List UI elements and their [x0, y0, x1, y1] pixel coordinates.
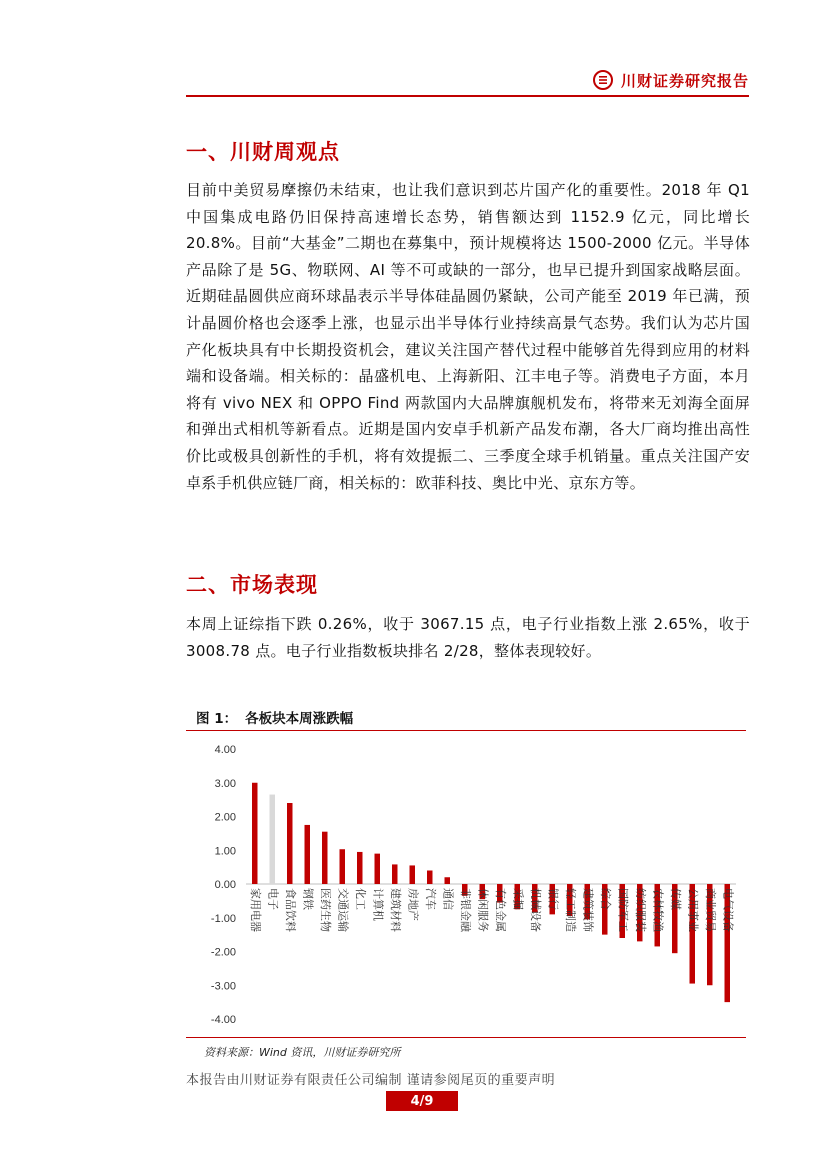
category-label-1: 电子: [266, 888, 280, 910]
bar-4: [322, 832, 328, 884]
category-label-12: 非银金融: [458, 888, 472, 932]
category-label-24: 传媒: [668, 888, 682, 910]
category-label-16: 机械设备: [528, 888, 542, 932]
figure-title: [186, 704, 746, 731]
category-label-26: 商业贸易: [703, 888, 717, 932]
category-label-11: 通信: [441, 888, 455, 910]
bar-2: [287, 803, 293, 884]
category-label-8: 建筑材料: [388, 888, 402, 932]
category-label-18: 轻工制造: [563, 888, 577, 932]
bar-8: [392, 864, 398, 884]
bar-0: [252, 783, 258, 884]
category-label-27: 电气设备: [721, 888, 735, 932]
y-tick-label-8: -4.00: [210, 1014, 236, 1026]
figure-bottom-divider: [186, 1037, 746, 1038]
bar-1: [270, 795, 276, 884]
bar-7: [375, 854, 381, 884]
y-tick-label-1: 3.00: [214, 777, 236, 790]
figure-1: [186, 704, 746, 1060]
section-heading-market: 二、市场表现: [186, 572, 318, 597]
bar-10: [427, 871, 433, 885]
category-label-0: 家用电器: [248, 888, 262, 932]
y-tick-label-4: 0.00: [214, 879, 236, 891]
bar-5: [340, 849, 346, 884]
page-number: 4/9: [386, 1091, 458, 1111]
bar-chart: [186, 731, 746, 1037]
bar-9: [410, 865, 416, 884]
category-label-25: 公用事业: [686, 888, 700, 932]
category-label-15: 采掘: [511, 888, 525, 910]
brand-name: 川财证券研究报告: [620, 71, 749, 90]
market-paragraph: 本周上证综指下跌 0.26%，收于 3067.15 点，电子行业指数上涨 2.65%，收于 3008.78 点。电子行业指数板块排名 2/28，整体表现较好。: [186, 615, 750, 660]
category-label-17: 银行: [546, 888, 560, 910]
category-label-9: 房地产: [406, 888, 420, 921]
category-label-22: 纺织服装: [633, 888, 647, 932]
figure-caption: 各板块本周涨跌幅: [245, 711, 354, 727]
category-label-14: 有色金属: [493, 888, 507, 932]
category-label-13: 休闲服务: [476, 888, 490, 932]
header-brand: [593, 66, 749, 94]
figure-source: 资料来源：Wind 资讯，川财证券研究所: [204, 1046, 401, 1059]
section-heading-weekly-view: 一、川财周观点: [186, 139, 340, 164]
footer-disclaimer: 本报告由川财证券有限责任公司编制 谨请参阅尾页的重要声明: [186, 1073, 556, 1088]
category-label-10: 汽车: [423, 888, 437, 910]
figure-label: 图 1：: [196, 711, 238, 727]
category-label-23: 农林牧渔: [651, 888, 665, 932]
category-label-6: 化工: [353, 888, 367, 910]
category-label-5: 交通运输: [336, 888, 350, 932]
y-tick-label-3: 1.00: [214, 845, 236, 858]
y-tick-label-2: 2.00: [214, 811, 236, 824]
category-label-19: 建筑装饰: [581, 888, 595, 932]
bar-3: [305, 825, 311, 884]
category-label-2: 食品饮料: [283, 888, 297, 932]
category-label-20: 综合: [598, 888, 612, 910]
header-divider: [186, 95, 749, 97]
bar-6: [357, 852, 363, 884]
y-tick-label-5: -1.00: [210, 912, 236, 925]
weekly-view-paragraph: 目前中美贸易摩擦仍未结束，也让我们意识到芯片国产化的重要性。2018 年 Q1 中国集成电路仍旧保持高速增长态势，销售额达到 1152.9 亿元，同比增长 20.8%。目前“大基金”二期也在募集中，预计规模将达 1500-2000 亿元。半导体产品除了是 5G、物联网、AI 等不可或缺的一部分，也早已提升到国家战略层面。近期硅晶圆供应商环球晶表示半导体硅晶圆仍紧缺，公司产能至 2019 年已满，预计晶圆价格也会逐季上涨，也显示出半导体行业持续高景气态势。我们认为芯片国产化板块具有中长期投资机会，建议关注国产替代过程中能够首先得到应用的材料端和设备端。相关标的：晶盛机电、上海新阳、江丰电子等。消费电子方面，本月将有 vivo NEX 和 OPPO Find 两款国内大品牌旗舰机发布，将带来无刘海全面屏和弹出式相机等新看点。近期是国内安卓手机新产品发布潮，各大厂商均推出高性价比或极具创新性的手机，将有效提振二、三季度全球手机销量。重点关注国产安卓系手机供应链厂商，相关标的：欧菲科技、奥比中光、京东方等。: [186, 181, 750, 492]
y-tick-label-6: -2.00: [210, 946, 236, 959]
y-tick-label-0: 4.00: [214, 744, 236, 756]
category-label-3: 钢铁: [301, 888, 315, 910]
category-label-21: 国防军工: [616, 888, 630, 932]
brand-logo-icon: [593, 70, 613, 90]
category-label-4: 医药生物: [318, 888, 332, 932]
category-label-7: 计算机: [371, 888, 385, 921]
bar-11: [445, 877, 451, 884]
y-tick-label-7: -3.00: [210, 980, 236, 993]
